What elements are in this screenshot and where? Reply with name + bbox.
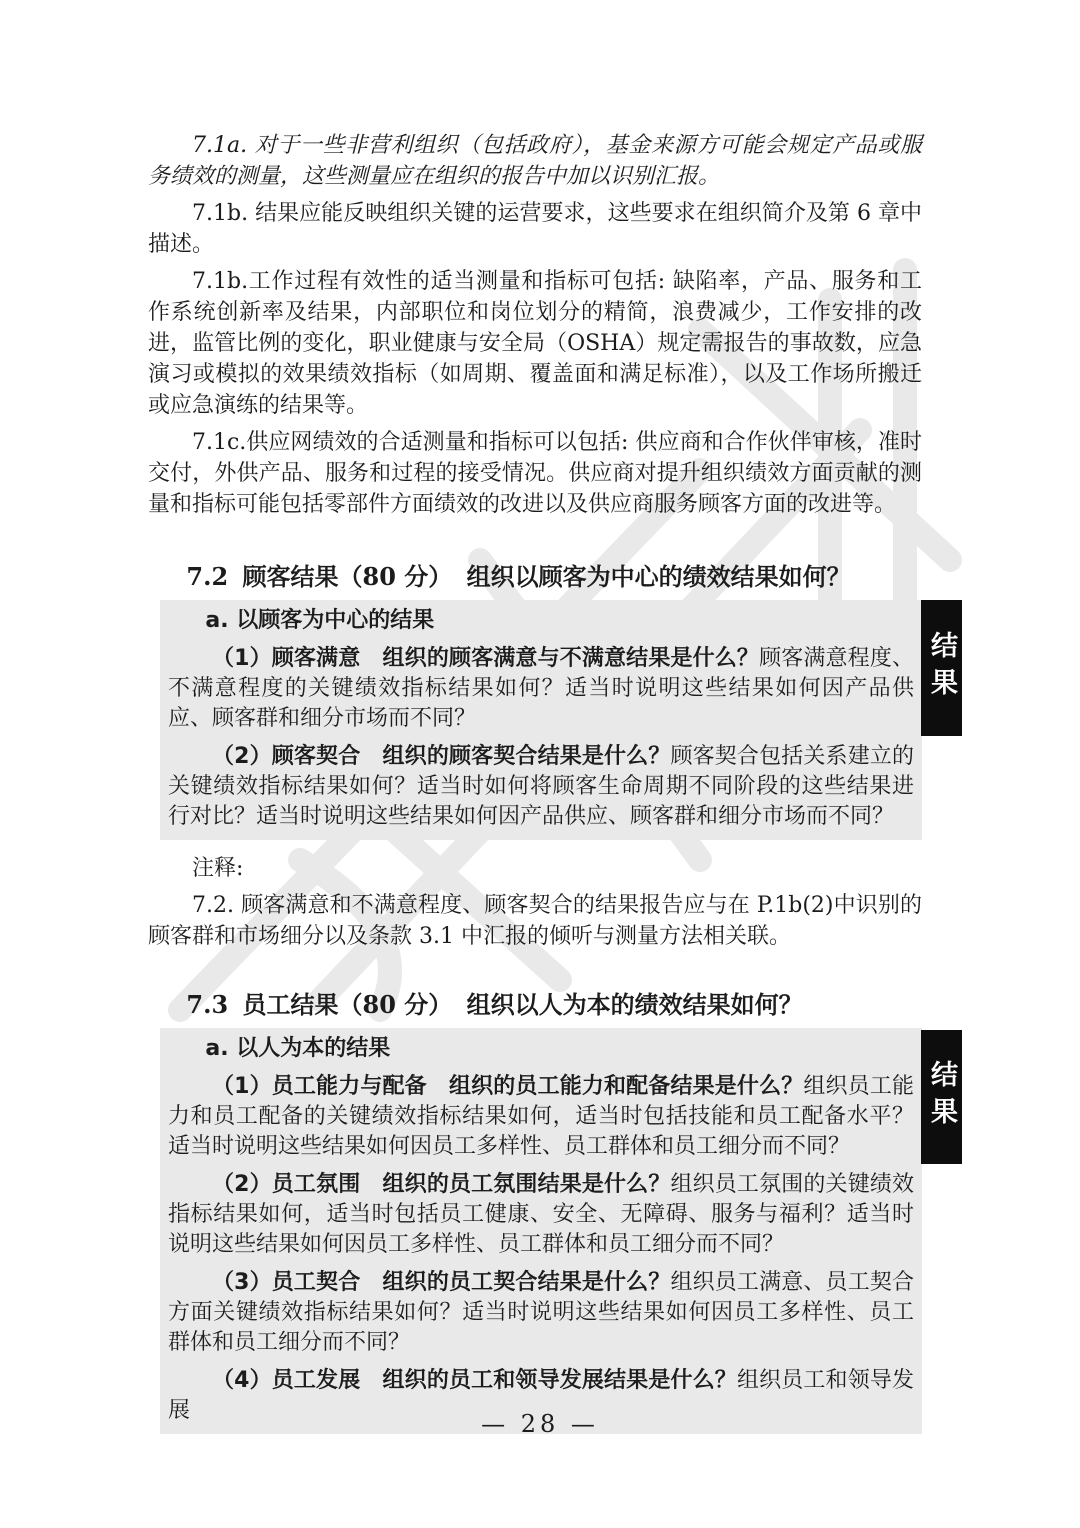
item-7-3-question-1-body: 组织员工能力和员工配备的关键绩效指标结果如何，适当时包括技能和员工配备水平？适当时说明这些结果如何因员工多样性、员工群体和员工细分而不同？ (168, 1074, 914, 1159)
item-7-2-requirements-block (160, 600, 922, 840)
item-7-2-question-2-lead: （2）顾客契合 组织的顾客契合结果是什么？ (212, 744, 671, 769)
item-7-2-question-1 (168, 644, 914, 734)
item-7-2-number: 7.2 (186, 562, 229, 591)
note-7-1c: 7.1c.供应网绩效的合适测量和指标可以包括: 供应商和合作伙伴审核，准时交付，外供产品、服务和过程的接受情况。供应商对提升组织绩效方面贡献的测量和指标可能包括零部件方面绩效的改进以及供应商服务顾客方面的改进等。 (148, 430, 922, 517)
note-7-1b-work-process: 7.1b.工作过程有效性的适当测量和指标可包括: 缺陷率，产品、服务和工作系统创新率及结果，内部职位和岗位划分的精简，浪费减少，工作安排的改进，监管比例的变化，职业健康与安全局（OSHA）规定需报告的事故数，应急演习或模拟的效果绩效指标（如周期、覆盖面和满足标准），以及工作场所搬迁或应急演练的结果等。 (148, 269, 922, 418)
item-7-3-question-2-lead: （2）员工氛围 组织的员工氛围结果是什么？ (212, 1172, 671, 1197)
page-number: — 28 — (481, 1410, 599, 1438)
item-7-2-question-2 (168, 742, 914, 832)
item-7-2-question-2-body: 顾客契合包括关系建立的关键绩效指标结果如何？适当时如何将顾客生命周期不同阶段的这些结果进行对比？适当时说明这些结果如何因产品供应、顾客群和细分市场而不同？ (168, 744, 914, 829)
item-7-3-question: 组织以人为本的绩效结果如何？ (466, 990, 803, 1019)
item-7-2-question-1-body: 顾客满意程度、不满意程度的关键绩效指标结果如何？适当时说明这些结果如何因产品供应、顾客群和细分市场而不同？ (168, 646, 914, 731)
item-7-3-question-1-lead: （1）员工能力与配备 组织的员工能力和配备结果是什么？ (212, 1074, 804, 1099)
results-category-tab-2: 结果 (921, 1030, 962, 1164)
item-7-3-question-2-body: 组织员工氛围的关键绩效指标结果如何，适当时包括员工健康、安全、无障碍、服务与福利？适当时说明这些结果如何因员工多样性、员工群体和员工细分而不同？ (168, 1172, 914, 1257)
notes-label: 注释: (192, 856, 244, 881)
item-7-3-question-4-body: 组织员工和领导发展 (168, 1368, 914, 1423)
item-7-3-question-4-lead: （4）员工发展 组织的员工和领导发展结果是什么？ (212, 1368, 737, 1393)
item-7-2-title: 顾客结果（80 分） (242, 562, 453, 591)
results-category-tab-1: 结果 (921, 600, 962, 736)
item-7-2-question: 组织以顾客为中心的绩效结果如何？ (466, 562, 851, 591)
item-7-3-question-1 (168, 1072, 914, 1162)
item-7-3-heading (148, 988, 922, 1022)
item-7-2-question-1-lead: （1）顾客满意 组织的顾客满意与不满意结果是什么？ (212, 646, 760, 671)
item-7-3-number: 7.3 (186, 990, 229, 1019)
item-7-3-requirements-block (160, 1028, 922, 1434)
item-7-3-question-3 (168, 1268, 914, 1358)
item-7-2-heading (148, 560, 922, 594)
item-7-2-area-a-heading: a. 以顾客为中心的结果 (205, 608, 435, 633)
note-7-2: 7.2. 顾客满意和不满意程度、顾客契合的结果报告应与在 P.1b(2)中识别的顾客群和市场细分以及条款 3.1 中汇报的倾听与测量方法相关联。 (148, 893, 922, 949)
item-7-3-title: 员工结果（80 分） (242, 990, 453, 1019)
item-7-3-question-3-body: 组织员工满意、员工契合方面关键绩效指标结果如何？适当时说明这些结果如何因员工多样性、员工群体和员工细分而不同？ (168, 1270, 914, 1355)
note-7-1b: 7.1b. 结果应能反映组织关键的运营要求，这些要求在组织简介及第 6 章中描述。 (148, 201, 922, 257)
item-7-3-question-2 (168, 1170, 914, 1260)
note-7-1a: 7.1a. 对于一些非营利组织（包括政府），基金来源方可能会规定产品或服务绩效的测量，这些测量应在组织的报告中加以识别汇报。 (148, 133, 922, 189)
item-7-3-question-3-lead: （3）员工契合 组织的员工契合结果是什么？ (212, 1270, 671, 1295)
item-7-3-area-a-heading: a. 以人为本的结果 (205, 1036, 391, 1061)
